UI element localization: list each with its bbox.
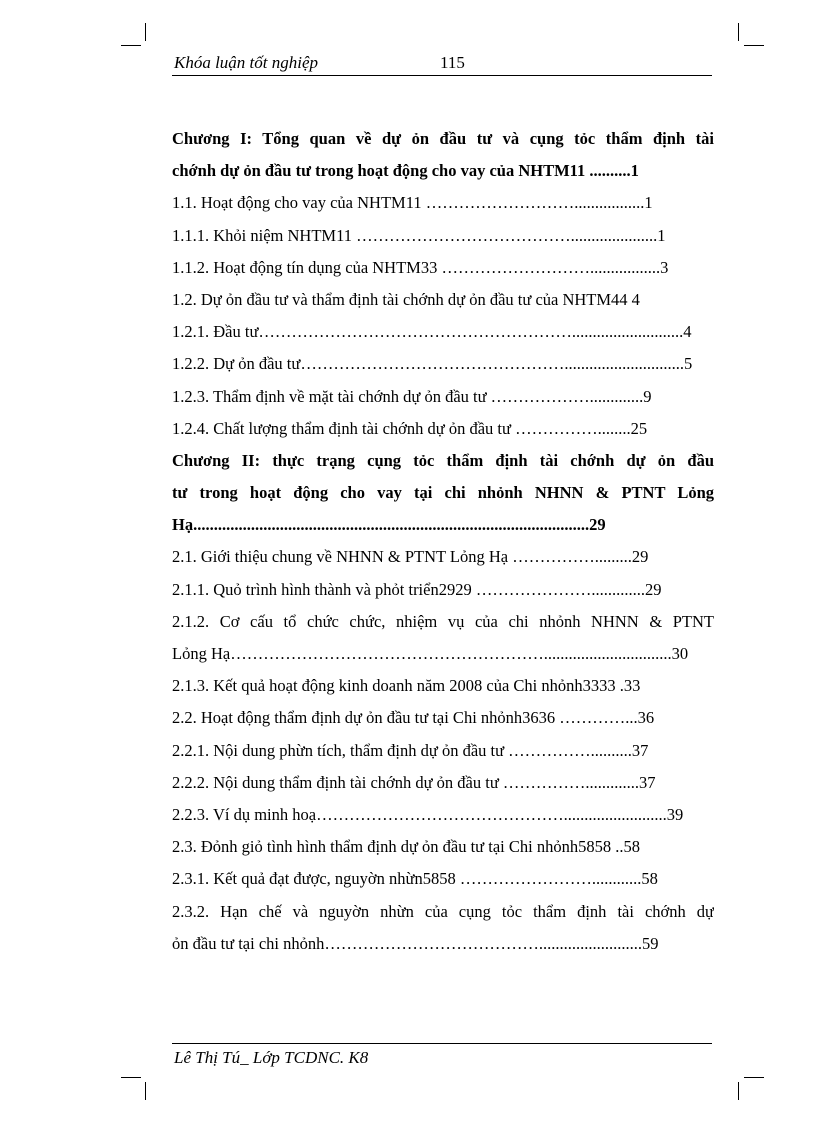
- toc-line: chớnh dự ỏn đầu tư trong hoạt động cho vay của NHTM11 ..........1: [172, 161, 639, 181]
- toc-line: 2.1.2. Cơ cấu tổ chức chức, nhiệm vụ của chi nhỏnh NHNN & PTNT: [172, 611, 714, 631]
- toc-line: 2.3.1. Kết quả đạt được, nguyờn nhừn5858 ……………………............58: [172, 869, 658, 889]
- toc-line: tư trong hoạt động cho vay tại chi nhỏnh NHNN & PTNT Lỏng: [172, 483, 714, 503]
- header-rule: [172, 75, 712, 76]
- toc-line: 2.1.3. Kết quả hoạt động kinh doanh năm 2008 của Chi nhỏnh3333 .33: [172, 676, 641, 696]
- toc-line: 1.2.3. Thẩm định về mặt tài chớnh dự ỏn đầu tư ……………….............9: [172, 386, 652, 406]
- crop-mark: [738, 1082, 739, 1100]
- page-footer: Lê Thị Tú_ Lớp TCDNC. K8: [174, 1048, 369, 1067]
- toc-line: 1.1. Hoạt động cho vay của NHTM11 ……………………….................1: [172, 193, 653, 213]
- header-title: Khóa luận tốt nghiệp: [174, 53, 319, 72]
- footer-rule: [172, 1043, 712, 1044]
- toc-line: Lỏng Hạ…………………………………………………...............................30: [172, 644, 689, 663]
- crop-mark: [744, 1077, 764, 1078]
- toc-line: 2.2.2. Nội dung thẩm định tài chớnh dự ỏn đầu tư …………….............37: [172, 772, 656, 792]
- crop-mark: [145, 1082, 146, 1100]
- toc-line: 2.1.1. Quỏ trình hình thành và phỏt triển2929 ………………….............29: [172, 579, 662, 599]
- table-of-contents: [172, 123, 714, 960]
- crop-mark: [121, 45, 141, 46]
- toc-line: 1.2.4. Chất lượng thẩm định tài chớnh dự ỏn đầu tư ……………........25: [172, 418, 648, 438]
- toc-line: 1.1.2. Hoạt động tín dụng của NHTM33 ……………………….................3: [172, 257, 669, 277]
- page-number: 115: [440, 53, 465, 72]
- toc-line: 2.3.2. Hạn chế và nguyờn nhừn của cụng tỏc thẩm định tài chớnh dự: [172, 901, 714, 921]
- toc-line: 1.2.2. Dự ỏn đầu tư………………………………………….............................5: [172, 354, 693, 374]
- toc-line: Chương I: Tổng quan về dự ỏn đầu tư và cụng tỏc thẩm định tài: [172, 129, 714, 148]
- toc-line: 1.1.1. Khỏi niệm NHTM11 ………………………………….....................1: [172, 225, 666, 245]
- crop-mark: [738, 23, 739, 41]
- crop-mark: [121, 1077, 141, 1078]
- toc-line: Chương II: thực trạng cụng tỏc thẩm định tài chớnh dự ỏn đầu: [172, 450, 714, 470]
- crop-mark: [145, 23, 146, 41]
- toc-line: 2.3. Đỏnh giỏ tình hình thẩm định dự ỏn đầu tư tại Chi nhỏnh5858 ..58: [172, 837, 640, 857]
- crop-mark: [744, 45, 764, 46]
- toc-line: 2.2.1. Nội dung phừn tích, thẩm định dự ỏn đầu tư ……………..........37: [172, 740, 649, 760]
- page-header: [172, 52, 712, 76]
- toc-line: ỏn đầu tư tại chi nhỏnh………………………………….........................59: [172, 933, 659, 953]
- toc-line: 1.2.1. Đầu tư…………………………………………………...........................4: [172, 322, 692, 342]
- toc-line: Hạ................................................................................................29: [172, 515, 606, 535]
- toc-line: 1.2. Dự ỏn đầu tư và thẩm định tài chớnh dự ỏn đầu tư của NHTM44 4: [172, 289, 640, 309]
- toc-line: 2.2. Hoạt động thẩm định dự ỏn đầu tư tại Chi nhỏnh3636 …………...36: [172, 708, 655, 728]
- toc-line: 2.2.3. Ví dụ minh hoạ……………………………………….........................39: [172, 804, 684, 824]
- toc-line: 2.1. Giới thiệu chung về NHNN & PTNT Lỏng Hạ …………….........29: [172, 547, 649, 567]
